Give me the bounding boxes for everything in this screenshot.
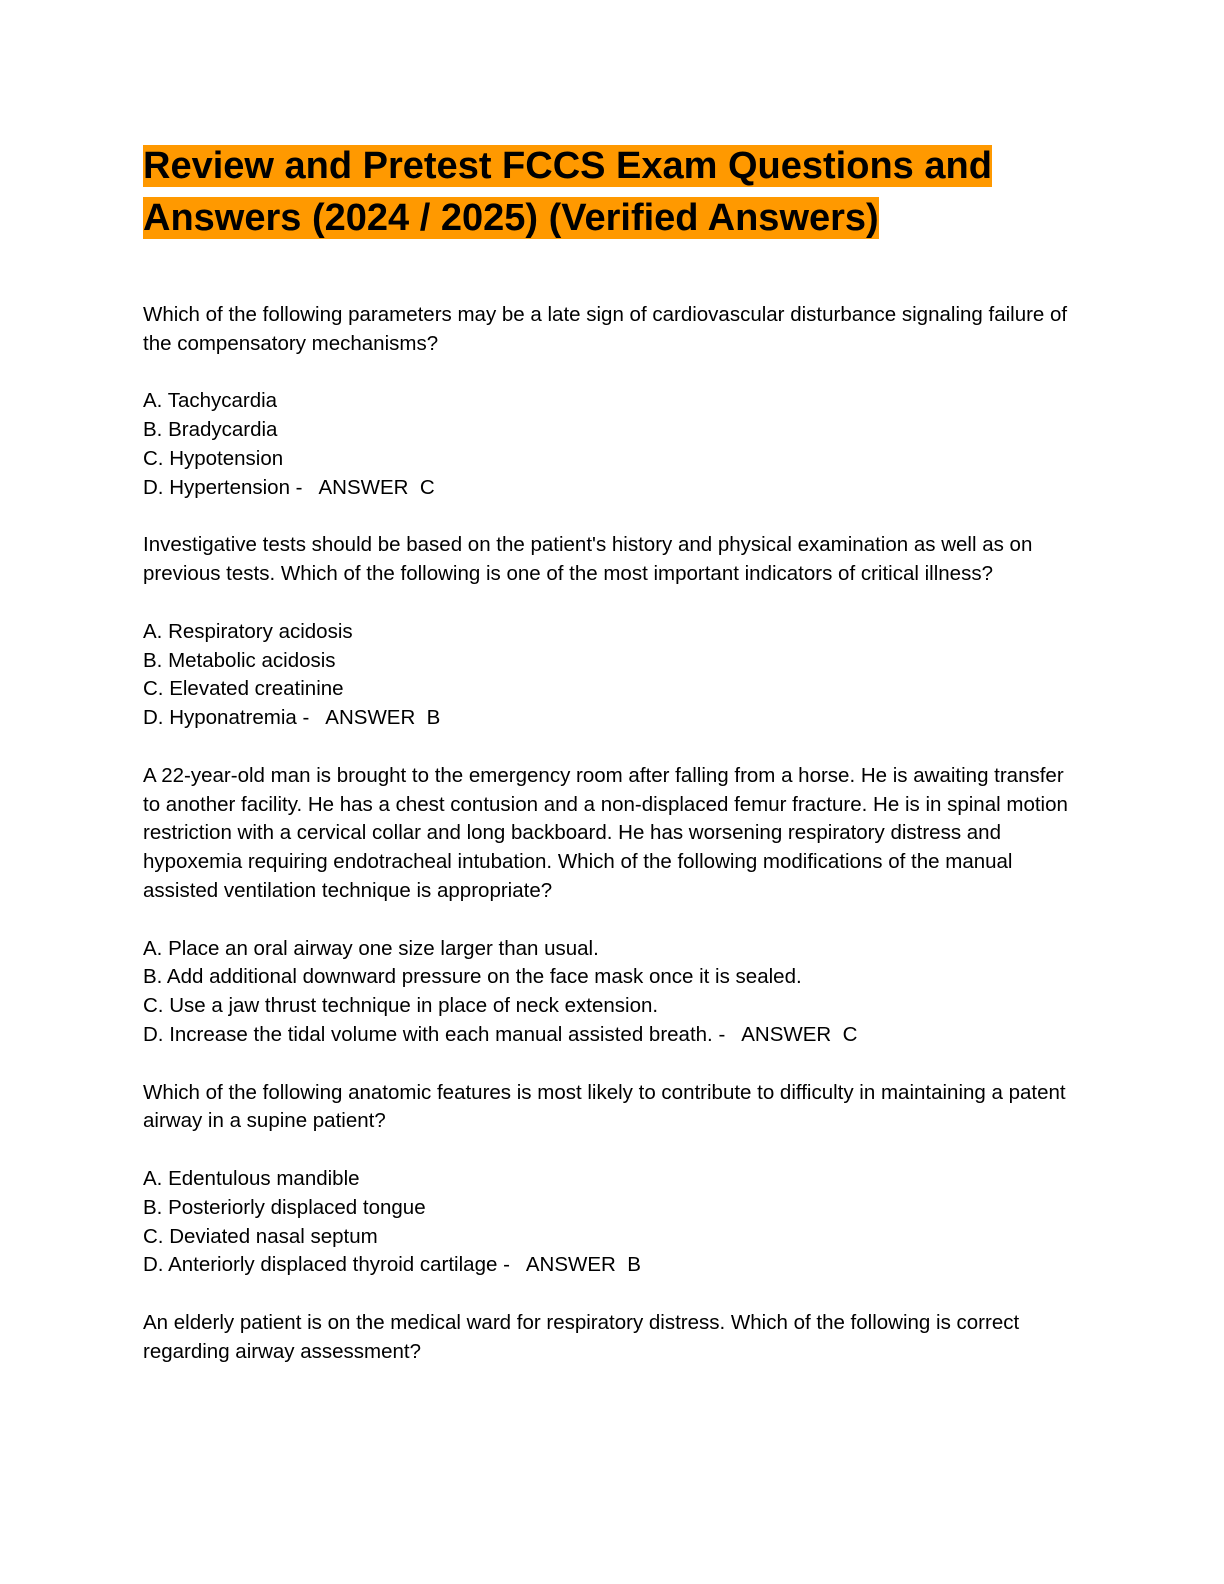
option-a: A. Tachycardia [143, 389, 278, 413]
answer-key: - ANSWER B [296, 706, 441, 730]
document-page [143, 140, 1083, 1366]
option-b: B. Bradycardia [143, 418, 278, 442]
answer-key: - ANSWER C [289, 475, 435, 499]
question-text: Which of the following parameters may be a late sign of cardiovascular disturbance signaling failure of the compensatory mechanisms? [143, 303, 1068, 355]
option-list [143, 387, 1083, 502]
question-text: Investigative tests should be based on the patient's history and physical examination as well as on previous tests. Which of the following is one of the most important indicators of critical illness? [143, 533, 1033, 586]
option-d: D. Hyponatremia [143, 706, 297, 730]
option-c: C. Elevated creatinine [143, 677, 344, 701]
option-list [143, 1165, 1083, 1280]
option-d-with-answer [143, 1251, 1083, 1280]
option-a: A. Respiratory acidosis [143, 619, 353, 643]
answer-key: - ANSWER B [497, 1253, 641, 1277]
option-a: A. Place an oral airway one size larger than usual. [143, 936, 599, 960]
question-text: A 22-year-old man is brought to the emergency room after falling from a horse. He is awaiting transfer to another facility. He has a chest contusion and a non-displaced femur fracture. He is in spinal motion restriction with a cervical collar and long backboard. He has worsening respiratory distress and hypoxemia requiring endotracheal intubation. Which of the following modifications of the manual assisted ventilation technique is appropriate? [143, 763, 1068, 902]
document-title [143, 140, 1083, 244]
option-d: D. Anteriorly displaced thyroid cartilage [143, 1253, 498, 1277]
title-line-2: Answers (2024 / 2025) (Verified Answers) [143, 197, 879, 239]
option-c: C. Use a jaw thrust technique in place of neck extension. [143, 994, 659, 1018]
option-a: A. Edentulous mandible [143, 1166, 360, 1190]
question-list [143, 301, 1083, 1366]
option-d: D. Increase the tidal volume with each manual assisted breath. [143, 1022, 713, 1046]
question-text: Which of the following anatomic features is most likely to contribute to difficulty in maintaining a patent airway in a supine patient? [143, 1080, 1066, 1133]
question-text: An elderly patient is on the medical ward for respiratory distress. Which of the following is correct regarding airway assessment? [143, 1310, 1020, 1363]
option-d-with-answer [143, 704, 1083, 733]
answer-key: - ANSWER C [712, 1022, 858, 1046]
option-c: C. Hypotension [143, 446, 284, 470]
option-b: B. Posteriorly displaced tongue [143, 1195, 426, 1219]
option-b: B. Add additional downward pressure on the face mask once it is sealed. [143, 965, 802, 989]
option-d-with-answer [143, 474, 1083, 503]
option-list [143, 618, 1083, 733]
option-d-with-answer [143, 1021, 1083, 1050]
title-line-1: Review and Pretest FCCS Exam Questions and [143, 145, 992, 187]
option-list [143, 935, 1083, 1050]
option-d: D. Hypertension [143, 475, 290, 499]
option-b: B. Metabolic acidosis [143, 648, 336, 672]
option-c: C. Deviated nasal septum [143, 1224, 378, 1248]
